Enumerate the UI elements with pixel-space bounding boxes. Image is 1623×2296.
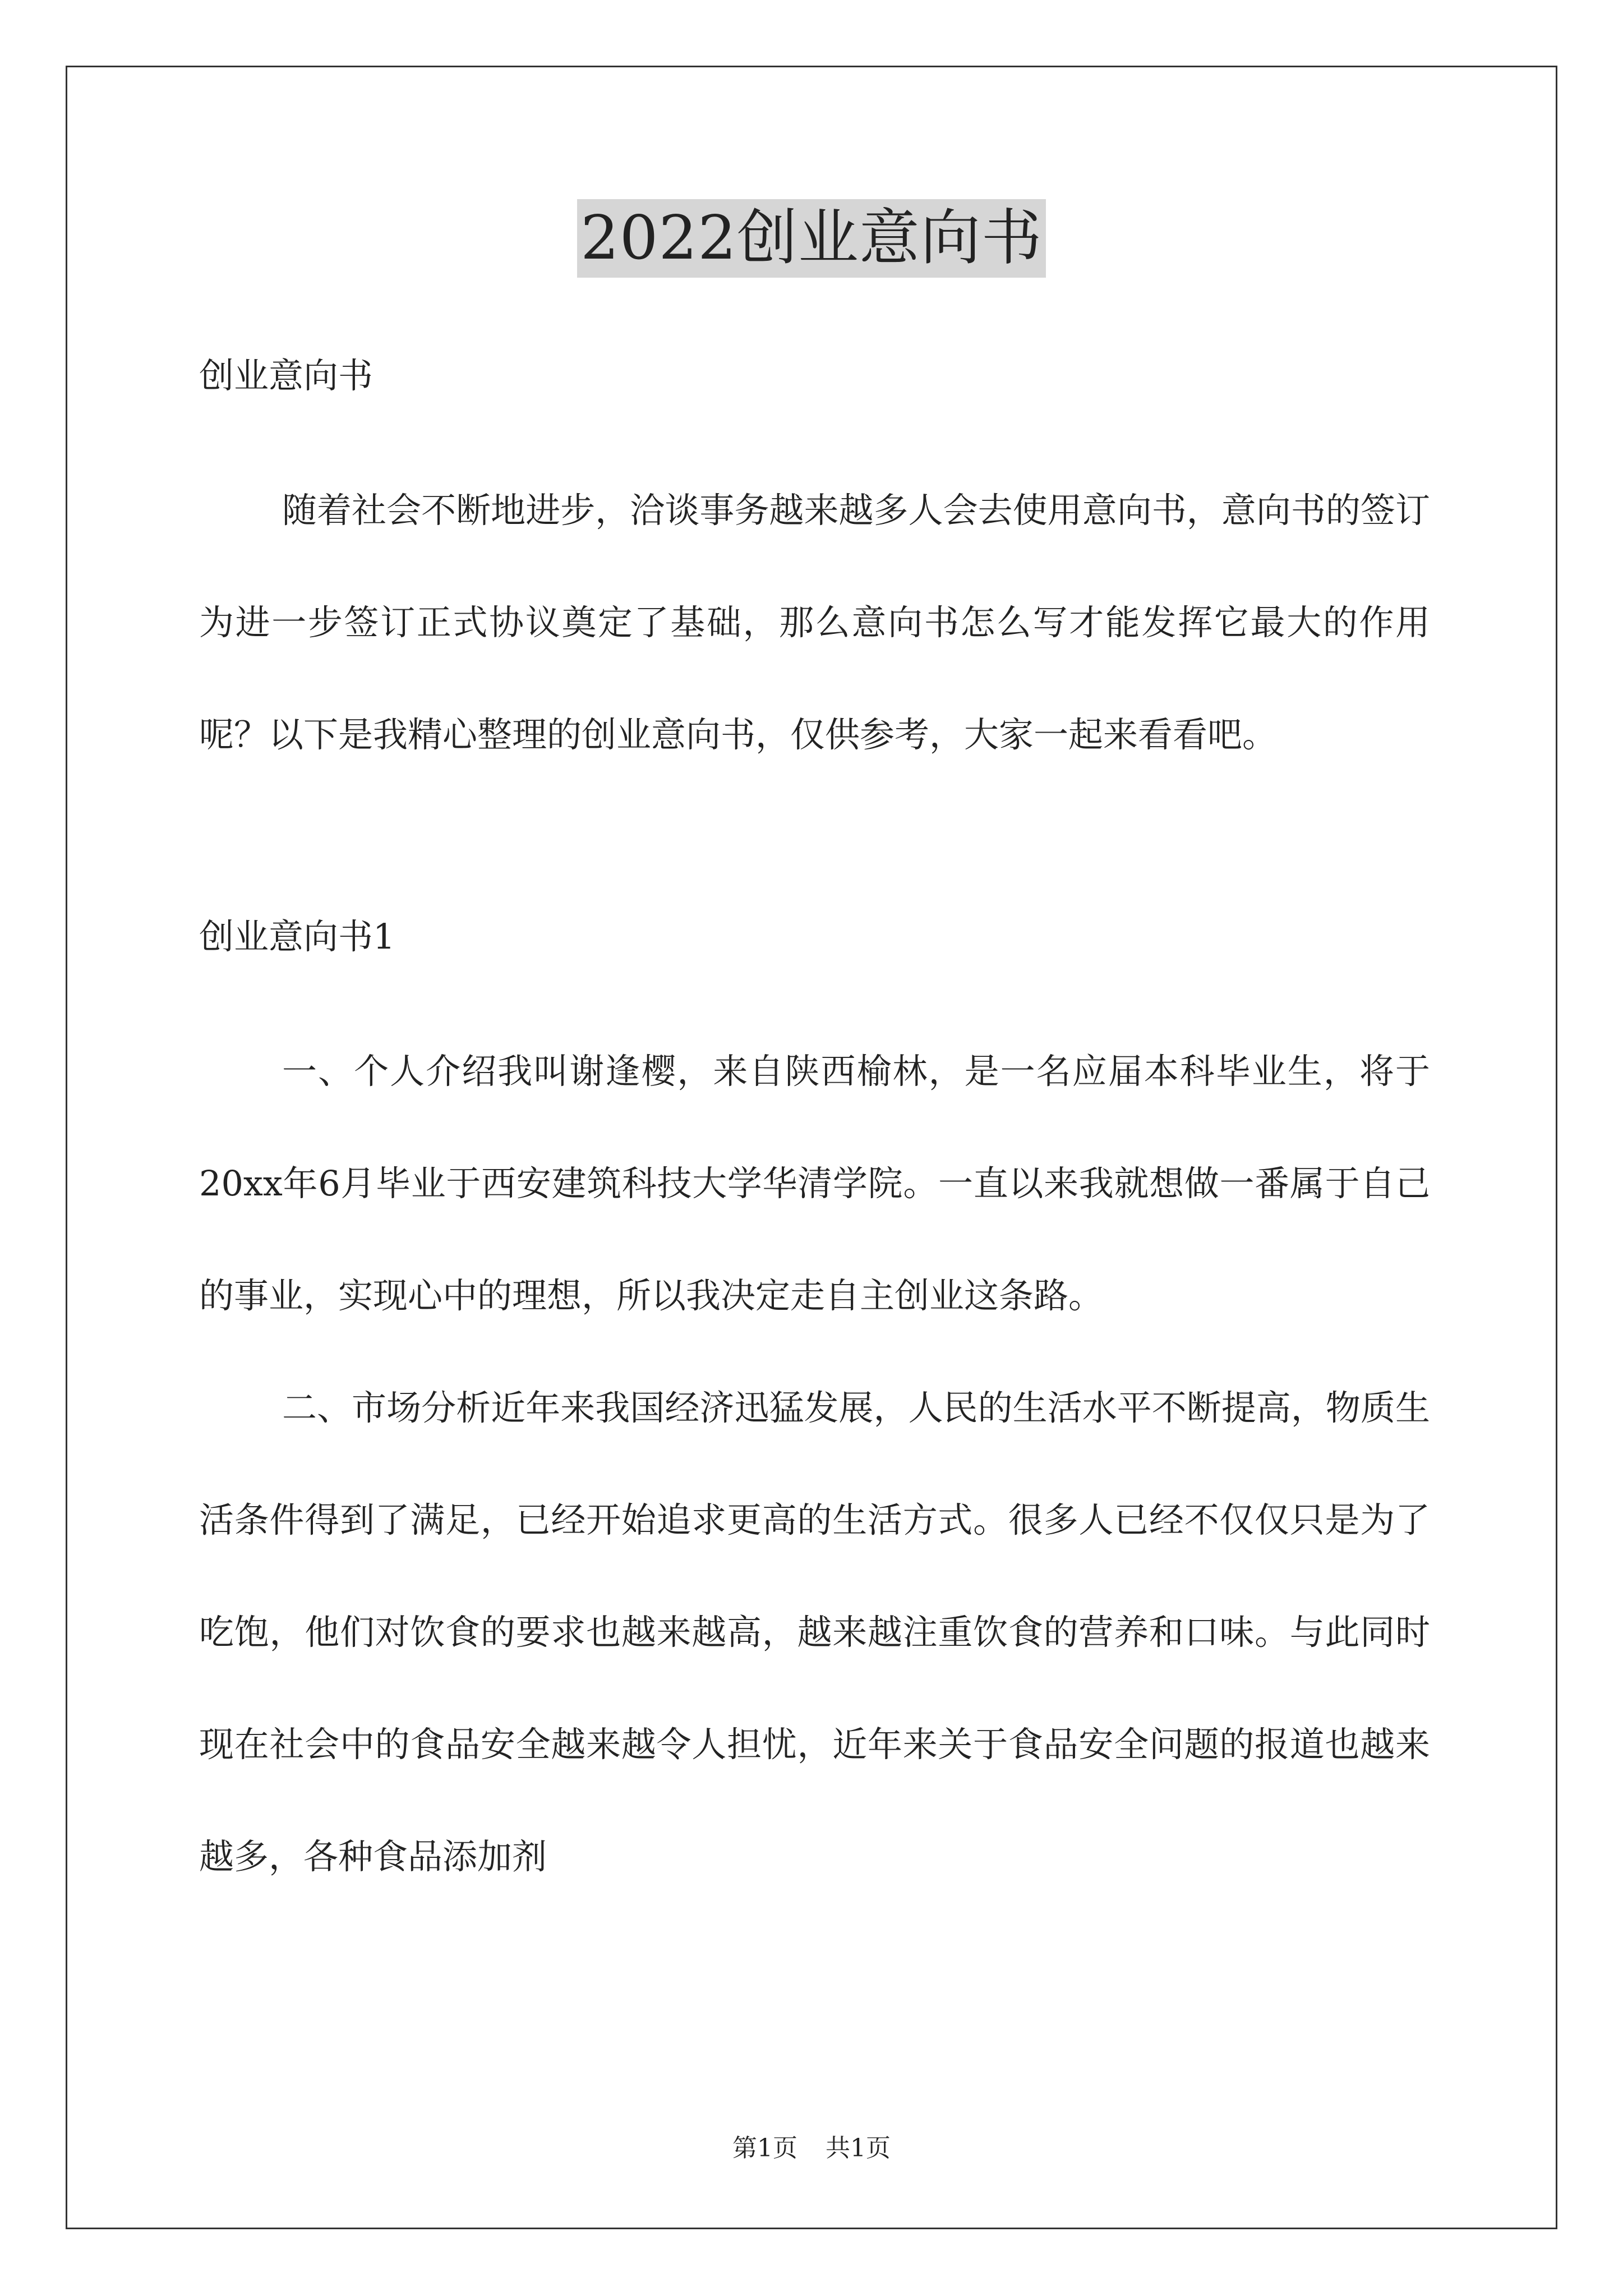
- intro-paragraph: 随着社会不断地进步，洽谈事务越来越多人会去使用意向书，意向书的签订为进一步签订正式协议奠定了基础，那么意向书怎么写才能发挥它最大的作用呢？以下是我精心整理的创业意向书，仅供参考，大家一起来看看吧。: [199, 490, 1430, 755]
- page-number-total: 共1页: [826, 2134, 891, 2162]
- section1-paragraph-1: 一、个人介绍我叫谢逢樱，来自陕西榆林，是一名应届本科毕业生，将于20xx年6月毕业于西安建筑科技大学华清学院。一直以来我就想做一番属于自己的事业，实现心中的理想，所以我决定走自主创业这条路。: [199, 1051, 1430, 1316]
- spacer: [199, 791, 1430, 909]
- intro-heading: 创业意向书: [199, 355, 374, 396]
- section1-heading: 创业意向书1: [199, 916, 395, 957]
- spacer: [199, 404, 1430, 454]
- section1-paragraph-2: 二、市场分析近年来我国经济迅猛发展，人民的生活水平不断提高，物质生活条件得到了满足，已经开始追求更高的生活方式。很多人已经不仅仅只是为了吃饱，他们对饮食的要求也越来越高，越来越注重饮食的营养和口味。与此同时现在社会中的食品安全越来越令人担忧，近年来关于食品安全问题的报道也越来越多，各种食品添加剂: [199, 1387, 1430, 1877]
- title-container: [0, 199, 1623, 278]
- document-body: [199, 348, 1430, 1913]
- spacer: [199, 965, 1430, 1015]
- page-footer: [0, 2132, 1623, 2165]
- document-title: 2022创业意向书: [577, 199, 1046, 278]
- page-number-current: 第1页: [732, 2134, 797, 2162]
